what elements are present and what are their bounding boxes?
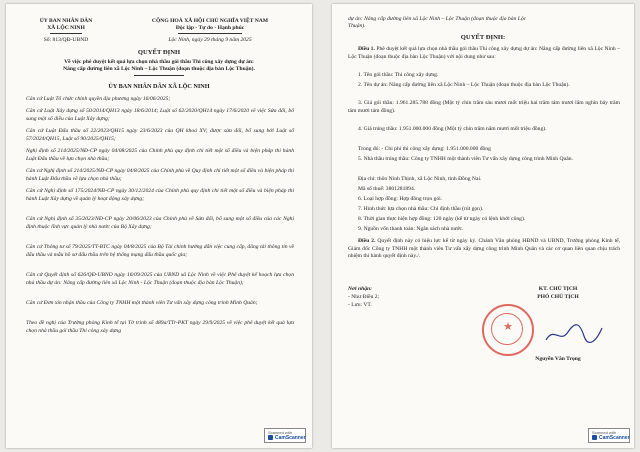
subject-underline xyxy=(134,75,184,76)
item-package-price: 3. Giá gói thầu: 1.961.285.788 đồng (Một tỷ chín trăm sáu mươi mốt triệu hai trăm tám mươi lăm nghìn bảy trăm tám mươi tám đồng). xyxy=(348,100,620,114)
signer-title: PHÓ CHỦ TỊCH xyxy=(537,294,579,300)
seal-star-icon: ★ xyxy=(503,321,513,333)
continuation-line1: dự án: Nâng cấp đường liên xã Lộc Ninh – Lộc Thuận (đoạn thuộc địa bàn Lộc xyxy=(348,16,527,22)
legal-basis-4: Nghị định số 214/2025/NĐ-CP ngày 04/08/2025 của Chính phủ quy định chi tiết một số điều và biện pháp thi hành Luật Đấu thầu về lựa chọn nhà thầu; xyxy=(26,148,294,162)
document-page-2 xyxy=(332,4,634,448)
signer-name: Nguyễn Văn Trọng xyxy=(535,356,581,362)
decision-heading: QUYẾT ĐỊNH: xyxy=(460,34,506,41)
item-contract-duration: 8. Thời gian thực hiện hợp đồng: 120 ngày (kể từ ngày có lệnh khởi công). xyxy=(358,216,526,222)
camscanner-logo-icon-2 xyxy=(592,435,597,440)
legal-basis-6: Căn cứ Nghị định số 175/2024/NĐ-CP ngày 30/12/2024 của Chính phủ quy định chi tiết một số điều và biện pháp thi hành Luật Xây dựng về quản lý hoạt động xây dựng; xyxy=(26,188,294,202)
article-1-text: Phê duyệt kết quả lựa chọn nhà thầu gói thầu Thi công xây dựng dự án: Nâng cấp đường liên xã Lộc Ninh – Lộc Thuận (đoạn thuộc địa bàn Lộc Thuận) với nội dung như sau: xyxy=(348,46,621,60)
item-winning-price: 4. Giá trúng thầu: 1.951.000.000 đồng (Một tỷ chín trăm năm mươi mốt triệu đồng). xyxy=(358,126,547,132)
article-1-label: Điều 1. xyxy=(358,46,375,52)
signer-capacity: KT. CHỦ TỊCH xyxy=(538,286,578,292)
document-number: Số: 813/QĐ-UBND xyxy=(43,37,89,43)
national-title: CỘNG HOÀ XÃ HỘI CHỦ NGHĨA VIỆT NAM xyxy=(151,18,269,24)
handwritten-signature xyxy=(544,322,604,346)
continuation-line2: Thuận). xyxy=(348,23,366,29)
watermark-caption-2: Scanned with xyxy=(592,430,617,435)
watermark-brand-2: CamScanner xyxy=(599,435,630,441)
issuer-org-line1: ỦY BAN NHÂN DÂN xyxy=(39,18,93,24)
watermark-caption: Scanned with xyxy=(268,430,293,435)
camscanner-watermark-2 xyxy=(588,428,630,443)
decision-subject-line1: Về việc phê duyệt kết quả lựa chọn nhà thầu gói thầu Thi công xây dựng dự án: xyxy=(64,59,254,65)
recipients-heading: Nơi nhận: xyxy=(348,286,372,292)
issuer-underline xyxy=(50,33,82,34)
issuing-authority: ỦY BAN NHÂN DÂN XÃ LỘC NINH xyxy=(108,83,210,90)
legal-basis-1: Căn cứ Luật Tổ chức chính quyền địa phương ngày 16/06/2025; xyxy=(26,96,171,102)
legal-basis-9: Căn cứ Quyết định số 626/QĐ-UBND ngày 16/09/2025 của UBND xã Lộc Ninh về việc Phê duyệt kế hoạch lựa chọn nhà thầu dự án: Nâng cấp đường liên xã Lộc Ninh - Lộc Thuận (đoạn thuộc địa bàn Lộc Thuận); xyxy=(26,272,294,286)
item-selection-method: 7. Hình thức lựa chọn nhà thầu: Chỉ định thầu (rút gọn). xyxy=(358,206,484,212)
legal-basis-7: Căn cứ Nghị định số 35/2023/NĐ-CP ngày 20/06/2023 của Chính phủ về Sửa đổi, bổ sung một số điều của các Nghị định thuộc lĩnh vực quản lý nhà nước của Bộ Xây dựng; xyxy=(26,216,294,230)
decision-title: QUYẾT ĐỊNH xyxy=(137,49,181,56)
issue-date: Lộc Ninh, ngày 29 tháng 9 năm 2025 xyxy=(168,37,252,43)
issuer-org-line2: XÃ LỘC NINH xyxy=(47,25,85,31)
item-funding-source: 9. Nguồn vốn thanh toán: Ngân sách nhà nước. xyxy=(358,226,464,232)
camscanner-watermark xyxy=(264,428,306,443)
article-2-text: Quyết định này có hiệu lực kể từ ngày ký. Chánh Văn phòng HĐND và UBND, Trưởng phòng Kinh tế, Giám đốc Công ty TNHH một thành viên Tư vấn xây dựng công trình Minh Quân và các cơ quan liên quan chịu trách nhiệm thi hành quyết định này./. xyxy=(348,238,621,260)
recipient-1: - Như Điều 2; xyxy=(348,294,380,300)
legal-basis-2: Căn cứ Luật Xây dựng số 50/2014/QH13 ngày 18/6/2014; Luật số 62/2020/QH14 ngày 17/6/2020 về việc Sửa đổi, bổ sung một số điều của Luật Xây dựng; xyxy=(26,108,294,122)
camscanner-logo-icon xyxy=(268,435,273,440)
motto-underline xyxy=(178,33,242,34)
item-contract-type: 6. Loại hợp đồng: Hợp đồng trọn gói. xyxy=(358,196,443,202)
article-1 xyxy=(348,46,620,61)
legal-basis-5: Căn cứ Nghị định số 214/2025/NĐ-CP ngày 04/8/2025 của Chính phủ về Quy định chi tiết một số điều và biện pháp thi hành Luật Đấu thầu về lựa chọn nhà thầu; xyxy=(26,168,294,182)
watermark-brand: CamScanner xyxy=(275,435,306,441)
item-project-name: 2. Tên dự án: Nâng cấp đường liên xã Lộc Ninh – Lộc Thuận (đoạn thuộc địa bàn Lộc Thuận). xyxy=(358,82,570,88)
item-winning-contractor: 5. Nhà thầu trúng thầu: Công ty TNHH một thành viên Tư vấn xây dựng công trình Minh Quân. xyxy=(358,156,573,162)
decision-subject-line2: Nâng cấp đường liên xã Lộc Ninh – Lộc Thuận (đoạn thuộc địa bàn Lộc Thuận). xyxy=(63,66,255,72)
article-2-label: Điều 2. xyxy=(358,238,376,244)
document-page-1 xyxy=(6,4,312,448)
legal-basis-11: Theo đề nghị của Trưởng phòng Kinh tế tại Tờ trình số 489a/TTr-PKT ngày 29/9/2025 về việc phê duyệt kết quả lựa chọn nhà thầu gói thầu Thi công xây dựng xyxy=(26,320,294,334)
item-package-name: 1. Tên gói thầu: Thi công xây dựng. xyxy=(358,72,439,78)
contractor-tax-code: Mã số thuế: 3801281894. xyxy=(358,186,416,192)
recipient-2: - Lưu: VT. xyxy=(348,302,372,308)
article-2 xyxy=(348,238,620,261)
legal-basis-10: Căn cứ Đơn xin nhận thầu của Công ty TNHH một thành viên Tư vấn xây dựng công trình Minh Quân; xyxy=(26,300,258,306)
official-seal xyxy=(482,304,534,356)
contractor-address: Địa chỉ: thôn Ninh Thịnh, xã Lộc Ninh, tỉnh Đồng Nai. xyxy=(358,176,482,182)
cost-breakdown: Trong đó: - Chi phí thi công xây dựng: 1.951.000.000 đồng xyxy=(358,146,491,152)
legal-basis-8: Căn cứ Thông tư số 79/2025/TT-BTC ngày 04/8/2025 của Bộ Tài chính hướng dẫn việc cung cấp, đăng tải thông tin về đấu thầu và mẫu hồ sơ đấu thầu trên hệ thống mạng đấu thầu quốc gia; xyxy=(26,244,294,258)
legal-basis-3: Căn cứ Luật Đấu thầu số 22/2023/QH15 ngày 23/6/2023 của QH khoá XV; được sửa đổi, bổ sung bởi Luật số 57/2024/QH15, Luật số 90/2025/QH15; xyxy=(26,128,294,142)
national-motto: Độc lập - Tự do - Hạnh phúc xyxy=(175,25,245,31)
